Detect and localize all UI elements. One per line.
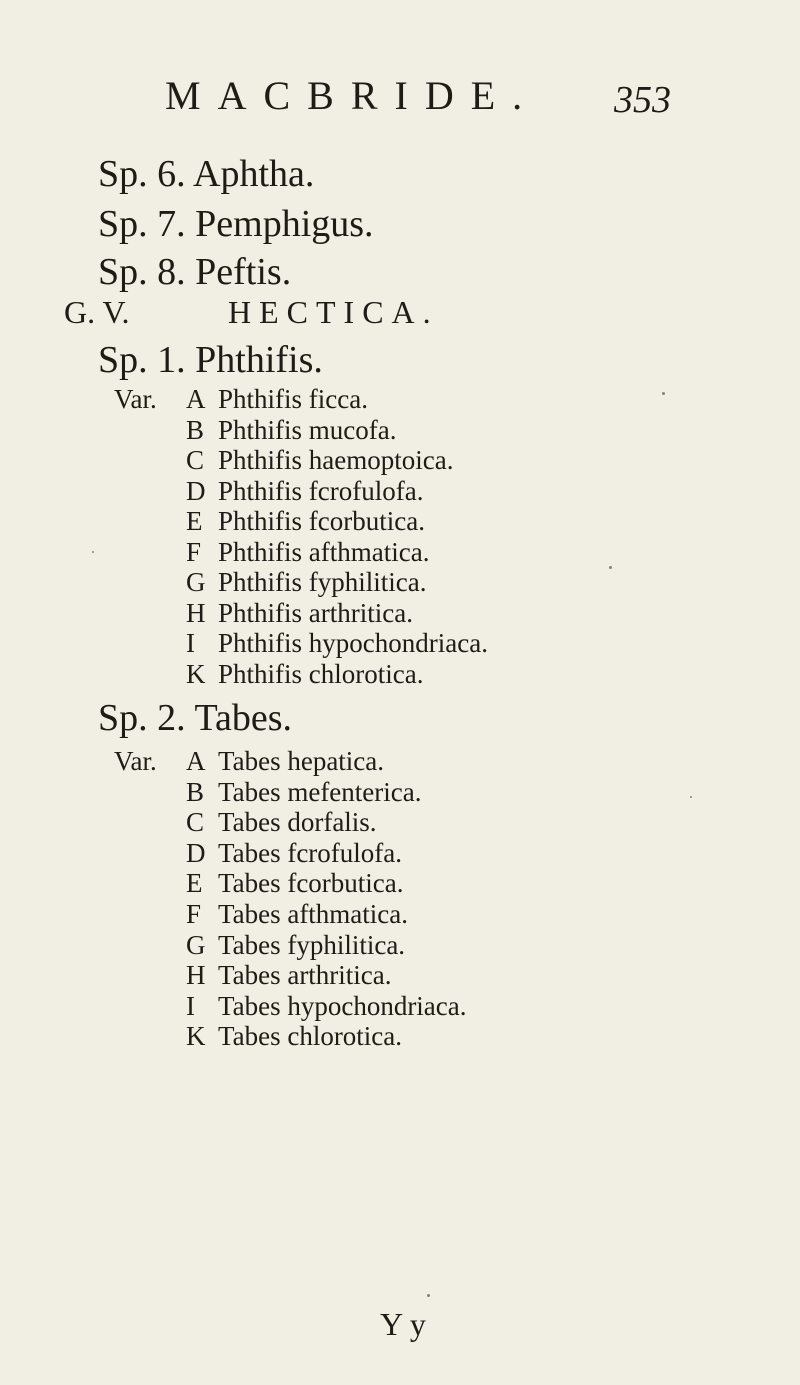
variety-row	[114, 567, 714, 599]
species-entry	[98, 250, 291, 294]
variety-letter: A	[186, 384, 206, 414]
variety-letter: G	[186, 929, 206, 960]
genus-heading	[64, 294, 764, 334]
variety-letter: D	[186, 475, 206, 506]
variety-letter: F	[186, 536, 202, 567]
species-name: Tabes.	[194, 697, 293, 739]
species-name: Pemphigus.	[195, 203, 374, 245]
variety-row	[114, 777, 714, 809]
variety-row	[114, 628, 714, 660]
variety-text: Tabes afthmatica.	[218, 899, 409, 929]
paper-speck	[662, 392, 665, 395]
variety-row	[114, 960, 714, 992]
variety-text: Phthifis haemoptoica.	[218, 445, 454, 475]
variety-text: Phthifis fcorbutica.	[218, 506, 425, 536]
species-label: Sp. 7.	[98, 203, 186, 245]
variety-letter: C	[186, 807, 205, 838]
variety-text: Phthifis ficca.	[218, 384, 368, 414]
variety-text: Tabes arthritica.	[218, 960, 392, 991]
variety-text: Phthifis hypochondriaca.	[218, 628, 488, 658]
variety-letter: E	[186, 506, 203, 536]
variety-row	[114, 476, 714, 508]
variety-letter: D	[186, 837, 206, 868]
variety-row	[114, 807, 714, 839]
variety-text: Tabes fyphilitica.	[218, 929, 406, 960]
variety-text: Phthifis afthmatica.	[218, 536, 430, 567]
variety-text: Phthifis arthritica.	[218, 597, 413, 628]
variety-row	[114, 991, 714, 1023]
variety-letter: B	[186, 414, 205, 445]
variety-row	[114, 746, 714, 778]
variety-row	[114, 445, 714, 477]
variety-row	[114, 384, 714, 416]
variety-row	[114, 899, 714, 931]
paper-speck	[690, 796, 692, 798]
species-label: Sp. 6.	[98, 153, 186, 195]
variety-letter: C	[186, 445, 205, 475]
species-entry	[98, 152, 314, 196]
species-heading	[98, 338, 323, 382]
variety-text: Phthifis mucofa.	[218, 414, 397, 445]
variety-letter: F	[186, 899, 202, 929]
variety-text: Tabes hepatica.	[218, 746, 385, 776]
variety-row	[114, 868, 714, 900]
variety-text: Tabes fcrofulofa.	[218, 837, 403, 868]
variety-letter: K	[186, 1021, 206, 1052]
species-heading	[98, 696, 292, 740]
variety-row	[114, 930, 714, 962]
variety-row	[114, 537, 714, 569]
variety-label: Var.	[114, 384, 157, 414]
species-label: Sp. 8.	[98, 251, 186, 293]
variety-text: Phthifis chlorotica.	[218, 658, 424, 689]
paper-speck	[609, 566, 612, 569]
paper-speck	[427, 1294, 430, 1297]
variety-letter: A	[186, 746, 206, 776]
variety-row	[114, 415, 714, 447]
variety-row	[114, 598, 714, 630]
species-entry	[98, 202, 374, 246]
genus-label: G. V.	[64, 294, 130, 330]
variety-row	[114, 1021, 714, 1053]
signature-mark: Y y	[380, 1306, 426, 1342]
species-name: Aphtha.	[193, 153, 315, 195]
species-name: Peftis.	[195, 251, 292, 293]
variety-row	[114, 506, 714, 538]
variety-text: Tabes dorfalis.	[218, 807, 377, 838]
variety-text: Phthifis fyphilitica.	[218, 567, 427, 597]
variety-letter: E	[186, 868, 203, 899]
variety-letter: H	[186, 597, 206, 628]
variety-letter: G	[186, 567, 206, 597]
variety-row	[114, 659, 714, 691]
variety-text: Tabes hypochondriaca.	[218, 990, 467, 1021]
species-name: Phthifis.	[195, 339, 323, 381]
variety-letter: B	[186, 776, 205, 807]
running-title: MACBRIDE.	[165, 73, 540, 118]
variety-letter: K	[186, 658, 206, 689]
variety-text: Tabes fcorbutica.	[218, 868, 404, 899]
variety-row	[114, 838, 714, 870]
variety-letter: I	[186, 628, 195, 658]
genus-name: HECTICA.	[228, 294, 439, 330]
species-label: Sp. 1.	[98, 339, 186, 381]
variety-text: Tabes mefenterica.	[218, 776, 422, 807]
species-label: Sp. 2.	[98, 697, 186, 739]
page-number: 353	[614, 79, 671, 121]
variety-text: Tabes chlorotica.	[218, 1021, 403, 1052]
variety-letter: H	[186, 960, 206, 991]
variety-text: Phthifis fcrofulofa.	[218, 475, 424, 506]
variety-label: Var.	[114, 746, 157, 776]
paper-speck	[92, 551, 94, 553]
variety-letter: I	[186, 990, 195, 1021]
